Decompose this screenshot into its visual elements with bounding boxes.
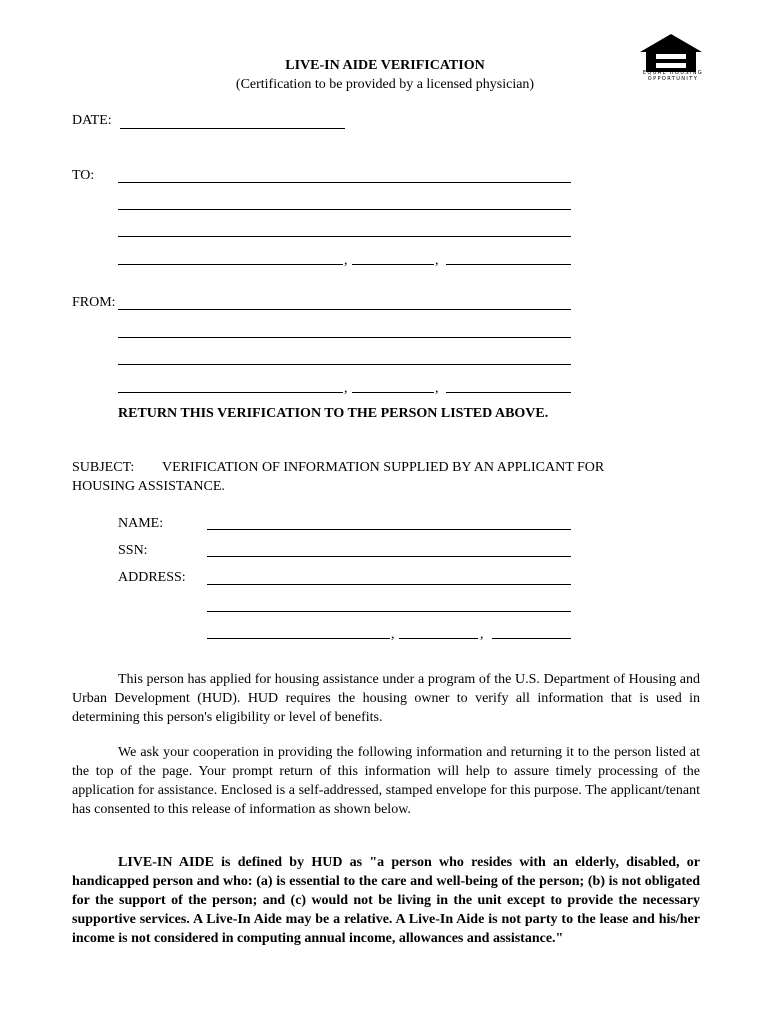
name-field[interactable] — [207, 529, 571, 530]
to-line-1[interactable] — [118, 182, 571, 183]
to-line-2[interactable] — [118, 209, 571, 210]
logo-line1: EQUAL HOUSING — [642, 70, 704, 76]
comma: , — [344, 381, 348, 396]
to-zip-field[interactable] — [446, 264, 571, 265]
address-city-field[interactable] — [207, 638, 390, 639]
to-label: TO: — [72, 168, 95, 183]
address-line-2[interactable] — [207, 611, 571, 612]
page-subtitle: (Certification to be provided by a licensed physician) — [235, 77, 535, 92]
date-label: DATE: — [72, 113, 112, 128]
address-line-1[interactable] — [207, 584, 571, 585]
from-zip-field[interactable] — [446, 392, 571, 393]
comma: , — [435, 253, 439, 268]
from-city-field[interactable] — [118, 392, 343, 393]
name-label: NAME: — [118, 516, 164, 531]
return-notice: RETURN THIS VERIFICATION TO THE PERSON LISTED ABOVE. — [118, 406, 549, 421]
ssn-field[interactable] — [207, 556, 571, 557]
paragraph-hud-program: This person has applied for housing assistance under a program of the U.S. Department of Housing and Urban Development (HUD). HUD requires the housing owner to verify all information that is used in determining this person's eligibility or level of benefits. — [72, 672, 700, 725]
subject-line2: HOUSING ASSISTANCE. — [72, 479, 225, 494]
ssn-label: SSN: — [118, 543, 148, 558]
from-label: FROM: — [72, 295, 116, 310]
address-label: ADDRESS: — [118, 570, 186, 585]
address-state-field[interactable] — [399, 638, 478, 639]
subject-line1: VERIFICATION OF INFORMATION SUPPLIED BY AN APPLICANT FOR — [162, 460, 605, 475]
from-state-field[interactable] — [352, 392, 434, 393]
comma: , — [480, 627, 484, 642]
to-line-3[interactable] — [118, 236, 571, 237]
to-state-field[interactable] — [352, 264, 434, 265]
address-zip-field[interactable] — [492, 638, 571, 639]
subject-label: SUBJECT: — [72, 460, 135, 475]
paragraph-cooperation: We ask your cooperation in providing the following information and returning it to the person listed at the top of the page. Your prompt return of this information will help to assure timely processing of the application for assistance. Enclosed is a self-addressed, stamped envelope for this purpose. The applicant/tenant has consented to this release of information as shown below. — [72, 745, 700, 817]
comma: , — [435, 381, 439, 396]
comma: , — [391, 627, 395, 642]
comma: , — [344, 253, 348, 268]
from-line-1[interactable] — [118, 309, 571, 310]
from-line-3[interactable] — [118, 364, 571, 365]
to-city-field[interactable] — [118, 264, 343, 265]
paragraph-live-in-aide-definition: LIVE-IN AIDE is defined by HUD as "a person who resides with an elderly, disabled, or handicapped person and who: (a) is essential to the care and well-being of the person; (b) is not obligated for the support of the person; and (c) would not be living in the unit except to provide the necessary supportive services. A Live-In Aide may be a relative. A Live-In Aide is not party to the lease and his/her income is not considered in computing annual income, allowances and assistance." — [72, 855, 700, 946]
date-field[interactable] — [120, 128, 345, 129]
page-title: LIVE-IN AIDE VERIFICATION — [285, 58, 485, 73]
from-line-2[interactable] — [118, 337, 571, 338]
logo-line2: OPPORTUNITY — [647, 76, 699, 82]
